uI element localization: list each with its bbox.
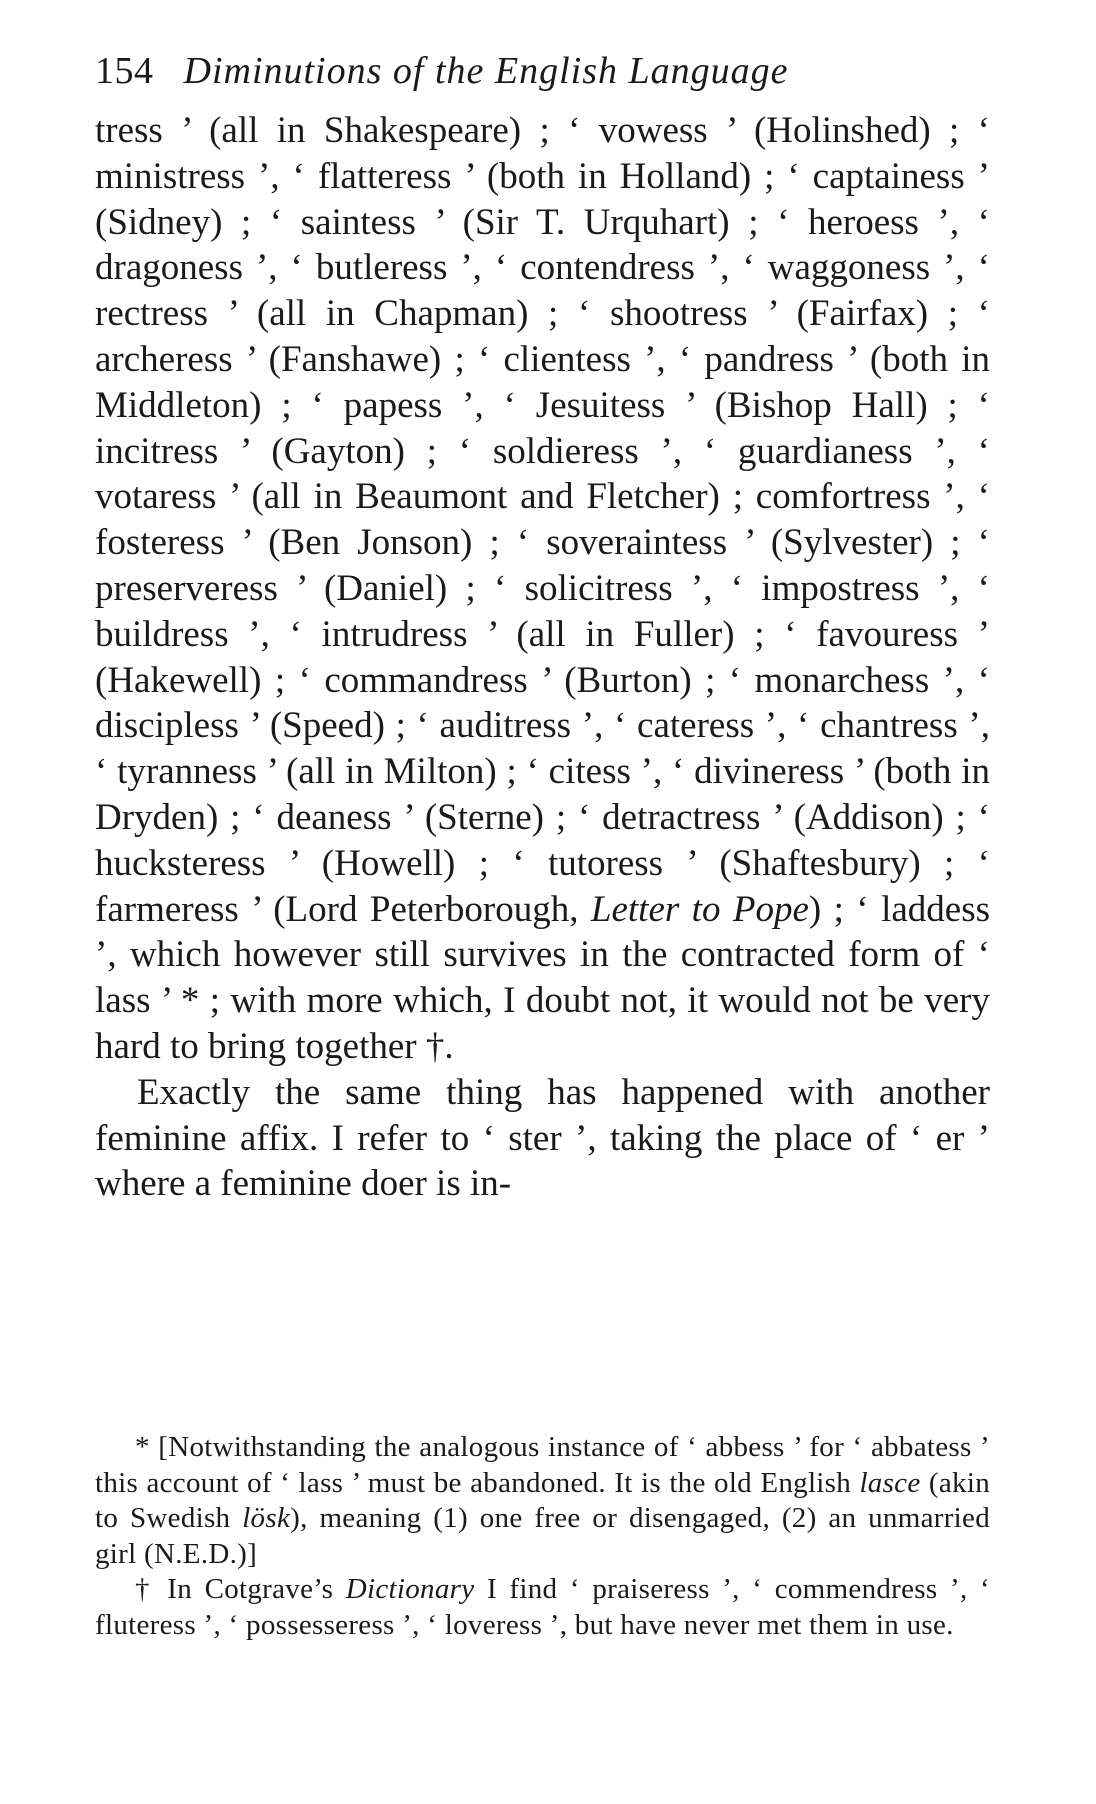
footnotes [95, 1430, 990, 1643]
footnote-2-text-a: † In Cotgrave’s [135, 1573, 334, 1605]
footnote-1-text-a: * [Notwithstanding the analogous instance of ‘ abbess ’ for ‘ abbatess ’ this account of ‘ lass ’ must be abandoned. It is the old English [95, 1431, 990, 1499]
page [95, 46, 990, 1207]
footnote-1-italic-a: lasce [859, 1466, 921, 1499]
footnote-1-text-b: (akin to Swedish [95, 1466, 990, 1534]
footnote-1 [95, 1430, 990, 1572]
body-text [95, 108, 990, 1207]
footnote-2-text-b: I find ‘ praiseress ’, ‘ commendress ’, ‘ fluteress ’, ‘ possesseress ’, ‘ loveress ’, but have never met them in use. [95, 1573, 990, 1641]
running-header [95, 46, 990, 96]
page-number: 154 [95, 50, 154, 92]
paragraph-1-italic-title: Letter to Pope [590, 888, 809, 930]
footnote-1-italic-b: lösk [242, 1502, 291, 1534]
running-title: Diminutions of the English Language [183, 50, 789, 92]
footnote-2-italic: Dictionary [345, 1573, 475, 1605]
paragraph-2: Exactly the same thing has happened with another feminine affix. I refer to ‘ ster ’, taking the place of ‘ er ’ where a feminine doer is in- [95, 1071, 990, 1205]
paragraph-1-text-a: tress ’ (all in Shakespeare) ; ‘ vowess ’ (Holinshed) ; ‘ ministress ’, ‘ flatteress ’ (both in Holland) ; ‘ captainess ’ (Sidney) ; ‘ saintess ’ (Sir T. Urquhart) ; ‘ heroess ’, ‘ dragoness ’, ‘ butleress ’, ‘ contendress ’, ‘ waggoness ’, ‘ rectress ’ (all in Chapman) ; ‘ shootress ’ (Fairfax) ; ‘ archeress ’ (Fanshawe) ; ‘ clientess ’, ‘ pandress ’ (both in Middleton) ; ‘ papess ’, ‘ Jesuitess ’ (Bishop Hall) ; ‘ incitress ’ (Gayton) ; ‘ soldieress ’, ‘ guardianess ’, ‘ votaress ’ (all in Beaumont and Fletcher) ; comfortress ’, ‘ fosteress ’ (Ben Jonson) ; ‘ soveraintess ’ (Sylvester) ; ‘ preserveress ’ (Daniel) ; ‘ solicitress ’, ‘ impostress ’, ‘ buildress ’, ‘ intrudress ’ (all in Fuller) ; ‘ favouress ’ (Hakewell) ; ‘ commandress ’ (Burton) ; ‘ monarchess ’, ‘ discipless ’ (Speed) ; ‘ auditress ’, ‘ cateress ’, ‘ chantress ’, ‘ tyranness ’ (all in Milton) ; ‘ citess ’, ‘ divineress ’ (both in Dryden) ; ‘ deaness ’ (Sterne) ; ‘ detractress ’ (Addison) ; ‘ hucksteress ’ (Howell) ; ‘ tutoress ’ (Shaftesbury) ; ‘ farmeress ’ (Lord Peterborough, [95, 110, 990, 930]
paragraph-1 [95, 108, 990, 1070]
footnote-1-text-c: ), meaning (1) one free or disengaged, (2) an unmarried girl (N.E.D.)] [95, 1502, 991, 1570]
footnote-2 [95, 1572, 990, 1643]
paragraph-1-text-b: ) ; ‘ laddess ’, which however still survives in the contracted form of ‘ lass ’ * ; with more which, I doubt not, it would not be very hard to bring together †. [95, 888, 990, 1067]
